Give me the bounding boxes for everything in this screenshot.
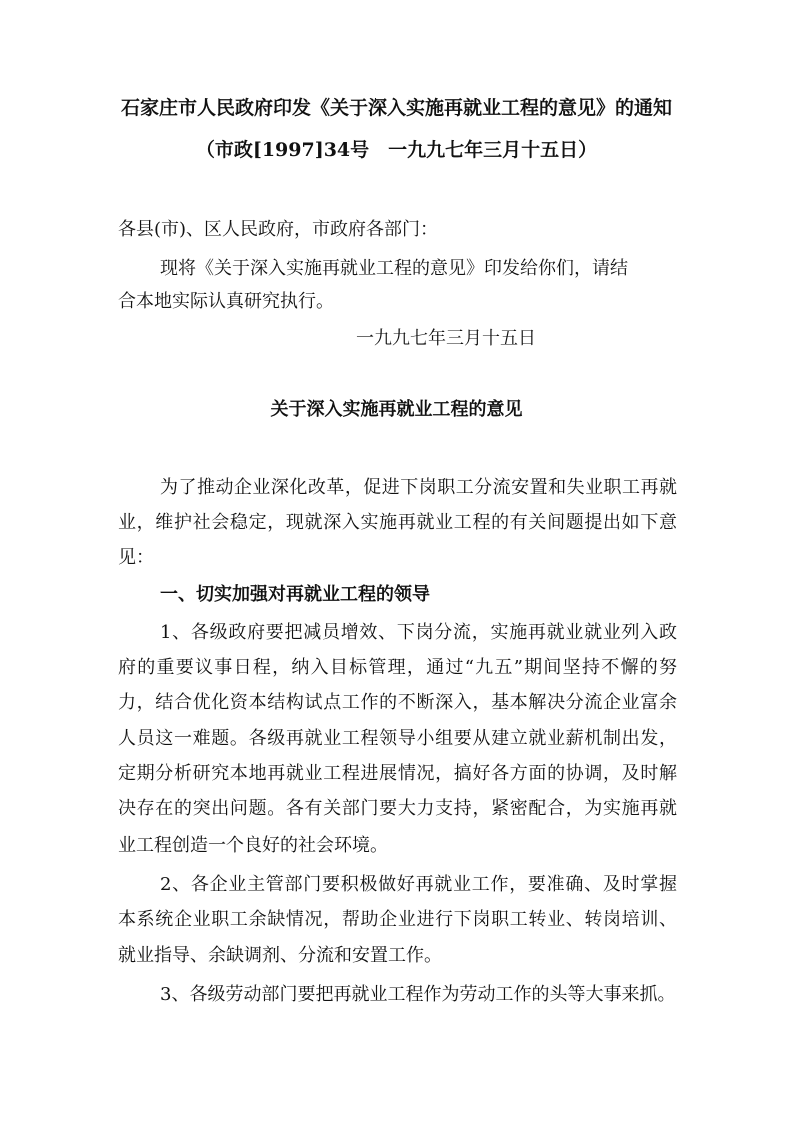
notice-body-line: 合本地实际认真研究执行。 (118, 291, 334, 312)
item3-line: 3、各级劳动部门要把再就业工程作为劳动工作的头等大事来抓。 (160, 984, 676, 1005)
item1-line: 府的重要议事日程，纳入目标管理，通过“九五”期间坚持不懈的努 (118, 657, 677, 678)
item1-line: 决存在的突出问题。各有关部门要大力支持，紧密配合，为实施再就 (118, 798, 677, 819)
section-heading: 一、切实加强对再就业工程的领导 (160, 584, 430, 605)
item2-line: 就业指导、余缺调剂、分流和安置工作。 (118, 945, 442, 966)
notice-subtitle: （市政[1997]34号 一九九七年三月十五日） (195, 139, 598, 161)
item2-line: 本系统企业职工余缺情况，帮助企业进行下岗职工转业、转岗培训、 (118, 909, 677, 930)
item2-line: 2、各企业主管部门要积极做好再就业工作，要准确、及时掌握 (160, 874, 677, 895)
intro-line: 为了推动企业深化改革，促进下岗职工分流安置和失业职工再就 (160, 477, 677, 498)
item1-line: 1、各级政府要把减员增效、下岗分流，实施再就业就业列入政 (160, 622, 677, 643)
intro-line: 见： (118, 547, 154, 568)
notice-body-line: 现将《关于深入实施再就业工程的意见》印发给你们，请结 (160, 258, 628, 279)
item1-line: 业工程创造一个良好的社会环境。 (118, 835, 388, 856)
item1-line: 定期分析研究本地再就业工程进展情况，搞好各方面的协调，及时解 (118, 763, 677, 784)
opinion-title: 关于深入实施再就业工程的意见 (270, 399, 523, 420)
notice-title: 石家庄市人民政府印发《关于深入实施再就业工程的意见》的通知 (120, 97, 672, 119)
item1-line: 力，结合优化资本结构试点工作的不断深入，基本解决分流企业富余 (118, 692, 677, 713)
notice-addressee: 各县(市)、区人民政府，市政府各部门： (118, 219, 439, 240)
item1-line: 人员这一难题。各级再就业工程领导小组要从建立就业薪机制出发， (118, 728, 677, 749)
notice-date: 一九九七年三月十五日 (356, 328, 536, 349)
intro-line: 业，维护社会稳定，现就深入实施再就业工程的有关间题提出如下意 (118, 512, 677, 533)
